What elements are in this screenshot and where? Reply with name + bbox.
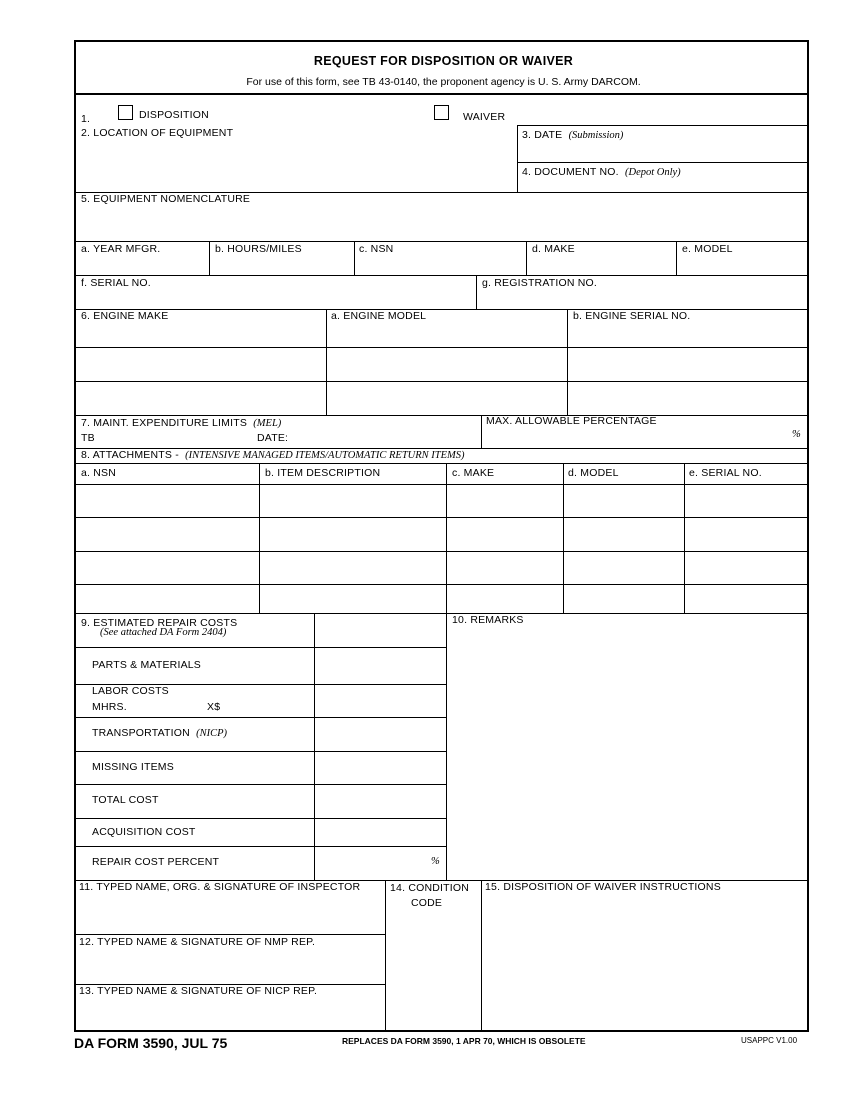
date-label: 3. DATE (Submission)	[522, 129, 624, 141]
remarks-label: 10. REMARKS	[452, 614, 524, 626]
nicp-signature-label: 13. TYPED NAME & SIGNATURE OF NICP REP.	[79, 985, 318, 997]
missing-items-label: MISSING ITEMS	[92, 761, 174, 773]
serial-no-label: f. SERIAL NO.	[81, 277, 151, 289]
engine-model-label: a. ENGINE MODEL	[331, 310, 427, 322]
attach-col-nsn: a. NSN	[81, 467, 117, 479]
transportation-label: TRANSPORTATION (NICP)	[92, 727, 228, 739]
document-no-label: 4. DOCUMENT NO. (Depot Only)	[522, 166, 681, 178]
remarks-input[interactable]	[448, 630, 807, 878]
nmp-signature-label: 12. TYPED NAME & SIGNATURE OF NMP REP.	[79, 936, 316, 948]
replaces-note: REPLACES DA FORM 3590, 1 APR 70, WHICH IS OBSOLETE	[342, 1036, 586, 1046]
version-label: USAPPC V1.00	[741, 1036, 798, 1045]
engine-make-label: 6. ENGINE MAKE	[81, 310, 169, 322]
nomenclature-label: 5. EQUIPMENT NOMENCLATURE	[81, 193, 251, 205]
attach-col-make: c. MAKE	[452, 467, 495, 479]
max-allowable-percent: %	[792, 429, 801, 440]
x-dollar-label: X$	[207, 701, 221, 713]
total-cost-label: TOTAL COST	[92, 794, 159, 806]
make-label: d. MAKE	[532, 243, 575, 255]
disposition-label: DISPOSITION	[139, 109, 209, 121]
document-no-input[interactable]	[518, 178, 807, 192]
costs-heading-note: (See attached DA Form 2404)	[100, 627, 227, 638]
nsn-label: c. NSN	[359, 243, 394, 255]
max-allowable-label: MAX. ALLOWABLE PERCENTAGE	[486, 415, 657, 427]
maint-limits-label: 7. MAINT. EXPENDITURE LIMITS (MEL)	[81, 417, 282, 429]
attach-col-model: d. MODEL	[568, 467, 619, 479]
date-input[interactable]	[518, 142, 807, 162]
repair-percent-sign: %	[431, 856, 440, 867]
form-frame	[74, 40, 809, 1032]
instructions-label: 15. DISPOSITION OF WAIVER INSTRUCTIONS	[485, 881, 721, 893]
header-divider	[76, 93, 807, 95]
location-input[interactable]	[78, 140, 514, 192]
model-label: e. MODEL	[682, 243, 733, 255]
location-label: 2. LOCATION OF EQUIPMENT	[81, 127, 234, 139]
condition-code-label-2: CODE	[411, 897, 443, 909]
labor-label: LABOR COSTS	[92, 685, 169, 697]
waiver-label: WAIVER	[463, 111, 506, 123]
parts-label: PARTS & MATERIALS	[92, 659, 202, 671]
hours-miles-label: b. HOURS/MILES	[215, 243, 302, 255]
disposition-checkbox[interactable]	[118, 105, 133, 120]
attachments-heading: 8. ATTACHMENTS - (INTENSIVE MANAGED ITEMS/AUTOMATIC RETURN ITEMS)	[81, 449, 465, 461]
attach-col-serial: e. SERIAL NO.	[689, 467, 762, 479]
mel-date-label: DATE:	[257, 432, 289, 444]
mhrs-label: MHRS.	[92, 701, 127, 713]
waiver-checkbox[interactable]	[434, 105, 449, 120]
nomenclature-input[interactable]	[78, 208, 807, 241]
condition-code-label: 14. CONDITION	[390, 882, 470, 894]
form-subtitle: For use of this form, see TB 43-0140, the proponent agency is U. S. Army DARCOM.	[246, 76, 641, 88]
engine-serial-label: b. ENGINE SERIAL NO.	[573, 310, 691, 322]
form-id: DA FORM 3590, JUL 75	[74, 1035, 228, 1051]
acquisition-cost-label: ACQUISITION COST	[92, 826, 196, 838]
attach-col-desc: b. ITEM DESCRIPTION	[265, 467, 381, 479]
inspector-signature-label: 11. TYPED NAME, ORG. & SIGNATURE OF INSPECTOR	[79, 881, 361, 893]
year-mfgr-label: a. YEAR MFGR.	[81, 243, 161, 255]
costs-heading: 9. ESTIMATED REPAIR COSTS	[81, 617, 238, 629]
registration-no-label: g. REGISTRATION NO.	[482, 277, 598, 289]
item-1-number: 1.	[81, 113, 91, 125]
repair-percent-label: REPAIR COST PERCENT	[92, 856, 220, 868]
tb-label: TB	[81, 432, 95, 444]
form-title: REQUEST FOR DISPOSITION OR WAIVER	[313, 54, 574, 68]
